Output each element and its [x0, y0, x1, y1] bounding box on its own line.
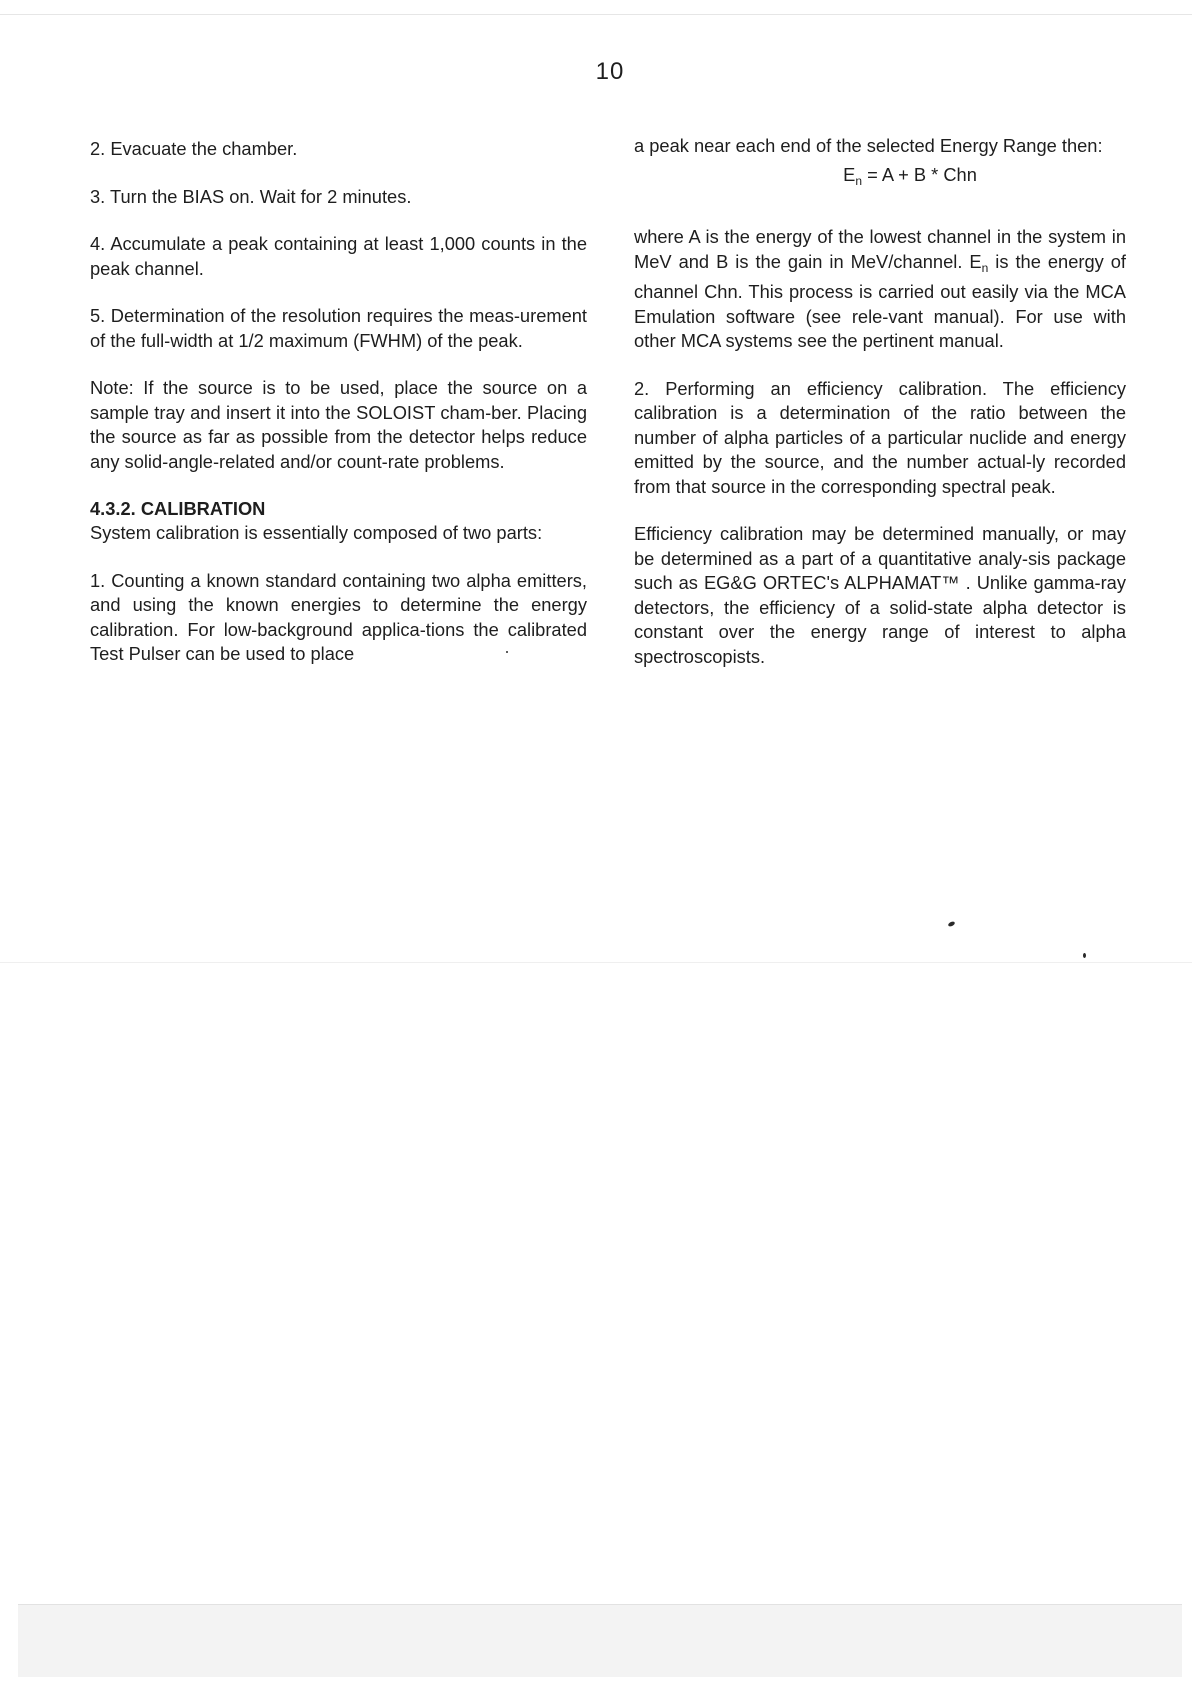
note-paragraph: Note: If the source is to be used, place the source on a sample tray and insert it into the SOLOIST cham-ber. Placing the source as far as possible from the detector helps reduce any solid-angle-related and/or count-rate problems. — [90, 377, 587, 472]
step-3: 3. Turn the BIAS on. Wait for 2 minutes. — [90, 185, 412, 207]
right-column — [634, 134, 1126, 669]
step-5: 5. Determination of the resolution requires the meas-urement of the full-width at 1/2 maximum (FWHM) of the peak. — [90, 305, 587, 351]
equation-lhs: E — [843, 163, 856, 185]
scan-speck — [1083, 953, 1086, 958]
where-part-2: is the energy of channel Chn. This process is carried out easily via the MCA Emulation software (see rele-vant manual). For use with other MCA systems see the pertinent manual. — [634, 250, 1126, 351]
section-intro: System calibration is essentially composed of two parts: — [90, 522, 543, 543]
scan-fold-line — [0, 962, 1192, 963]
step-2: 2. Evacuate the chamber. — [90, 138, 298, 159]
where-subscript: n — [981, 260, 989, 275]
equation-subscript: n — [855, 173, 863, 188]
step-4: 4. Accumulate a peak containing at least 1,000 counts in the peak channel. — [90, 233, 587, 279]
scan-bottom-edge — [18, 1604, 1182, 1677]
where-paragraph — [634, 225, 1126, 354]
energy-equation — [694, 163, 1126, 194]
scan-speck — [506, 651, 508, 653]
calibration-step-2: 2. Performing an efficiency calibration. The efficiency calibration is a determination of the ratio between the number of alpha particles of a particular nuclide and energy emitted by the source, and the number actual-ly recorded from that source in the corresponding spectral peak. — [634, 377, 1126, 497]
where-part-1: where A is the energy of the lowest channel in the system in MeV and B is the gain in MeV/channel. E — [634, 226, 1126, 272]
scan-speck — [947, 921, 955, 928]
calibration-step-1: 1. Counting a known standard containing two alpha emitters, and using the known energies to determine the energy calibration. For low-background applica-tions the calibrated Test Pulser can be used to place — [90, 569, 587, 664]
left-column — [90, 137, 587, 667]
page-number: 10 — [595, 58, 625, 85]
scan-top-edge — [0, 14, 1192, 15]
equation-rhs: = A + B * Chn — [862, 163, 977, 185]
continued-paragraph: a peak near each end of the selected Energy Range then: — [634, 135, 1103, 156]
section-heading: 4.3.2. CALIBRATION — [90, 498, 266, 519]
efficiency-paragraph: Efficiency calibration may be determined manually, or may be determined as a part of a quantitative analy-sis package such as EG&G ORTEC's ALPHAMAT™ . Unlike gamma-ray detectors, the efficiency of a solid-state alpha detector is constant over the energy range of interest to alpha spectroscopists. — [634, 523, 1126, 667]
